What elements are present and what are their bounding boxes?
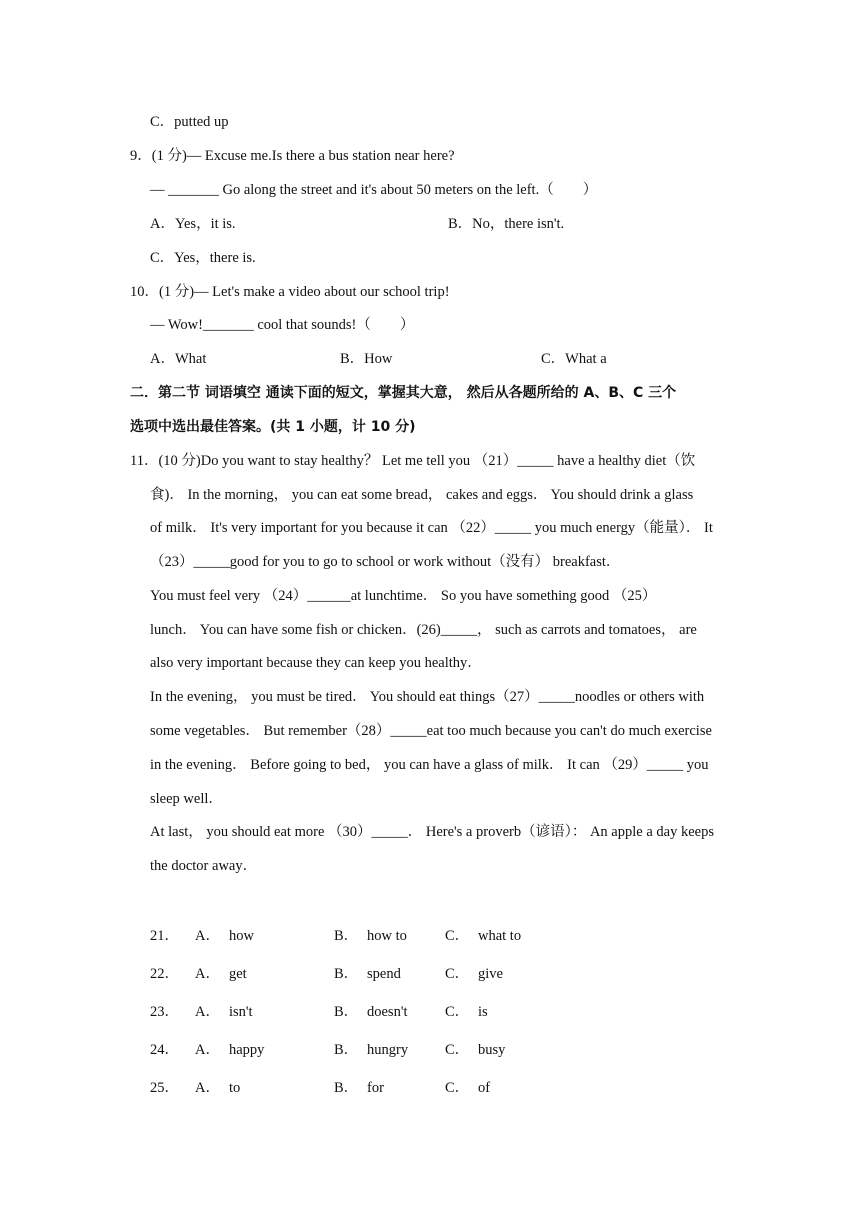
- option-b-text: spend: [367, 966, 401, 982]
- question-10-option-b: B．How: [340, 351, 393, 367]
- option-b-label: B．: [334, 1004, 359, 1020]
- option-number: 24．: [150, 1042, 179, 1058]
- option-c-label: C．: [445, 966, 470, 982]
- passage-line: in the evening． Before going to bed， you can have a glass of milk． It can （29）_____ you: [150, 757, 709, 773]
- option-c-text: give: [478, 966, 503, 982]
- option-b-label: B．: [334, 966, 359, 982]
- option-b-label: B．: [334, 928, 359, 944]
- question-10-stem: 10．(1 分)— Let's make a video about our school trip!: [130, 284, 450, 300]
- option-a-text: happy: [229, 1042, 265, 1058]
- option-b-label: B．: [334, 1080, 359, 1096]
- option-a-label: A．: [195, 928, 220, 944]
- option-a-text: to: [229, 1080, 241, 1096]
- option-number: 25．: [150, 1080, 179, 1096]
- question-10-option-c: C．What a: [541, 351, 607, 367]
- option-b-text: how to: [367, 928, 407, 944]
- option-number: 23．: [150, 1004, 179, 1020]
- section-heading-line-2: 选项中选出最佳答案。(共 1 小题，计 10 分): [130, 419, 416, 435]
- passage-line: （23）_____good for you to go to school or work without（没有） breakfast．: [150, 554, 621, 570]
- passage-line: In the evening， you must be tired． You should eat things（27）_____noodles or others with: [150, 689, 705, 705]
- option-c-text: busy: [478, 1042, 506, 1058]
- question-10-option-a: A．What: [150, 351, 207, 367]
- option-c-label: C．: [445, 1004, 470, 1020]
- question-9-option-c: C．Yes，there is.: [150, 250, 256, 266]
- option-c-text: what to: [478, 928, 522, 944]
- option-c-label: C．: [445, 1080, 470, 1096]
- passage-line: the doctor away．: [150, 858, 258, 874]
- option-number: 22．: [150, 966, 179, 982]
- option-c-text: is: [478, 1004, 488, 1020]
- question-9-stem: 9．(1 分)— Excuse me.Is there a bus station near here?: [130, 148, 455, 164]
- option-a-label: A．: [195, 1080, 220, 1096]
- passage-line: sleep well．: [150, 791, 223, 807]
- option-b-text: hungry: [367, 1042, 409, 1058]
- option-b-text: for: [367, 1080, 384, 1096]
- option-a-label: A．: [195, 1042, 220, 1058]
- passage-line: You must feel very （24）______at lunchtime． So you have something good （25）: [150, 588, 657, 604]
- option-a-text: isn't: [229, 1004, 253, 1020]
- question-9-option-b: B．No，there isn't.: [448, 216, 565, 232]
- option-a-text: how: [229, 928, 254, 944]
- question-9-reply: — _______ Go along the street and it's about 50 meters on the left.（ ）: [150, 182, 598, 198]
- passage-line: some vegetables． But remember（28）_____eat too much because you can't do much exercise: [150, 723, 712, 739]
- passage-line: also very important because they can keep you healthy．: [150, 655, 482, 671]
- option-c-label: C．: [445, 928, 470, 944]
- passage-line: At last， you should eat more （30）_____． Here's a proverb（谚语）： An apple a day keeps: [150, 824, 714, 840]
- passage-line: lunch． You can have some fish or chicken．(26)_____， such as carrots and tomatoes， are: [150, 622, 697, 638]
- passage-line: 食)． In the morning， you can eat some bread， cakes and eggs． You should drink a glass: [150, 487, 694, 503]
- question-8-option-c: C．putted up: [150, 114, 229, 130]
- passage-line: of milk． It's very important for you because it can （22）_____ you much energy（能量）． It: [150, 520, 713, 536]
- option-a-label: A．: [195, 966, 220, 982]
- section-heading-line-1: 二．第二节 词语填空 通读下面的短文，掌握其大意， 然后从各题所给的 A、B、C 三个: [130, 385, 677, 401]
- question-9-option-a: A．Yes，it is.: [150, 216, 236, 232]
- option-a-text: get: [229, 966, 247, 982]
- option-c-label: C．: [445, 1042, 470, 1058]
- option-c-text: of: [478, 1080, 491, 1096]
- option-b-label: B．: [334, 1042, 359, 1058]
- option-b-text: doesn't: [367, 1004, 408, 1020]
- option-a-label: A．: [195, 1004, 220, 1020]
- question-10-reply: — Wow!_______ cool that sounds!（ ）: [150, 317, 415, 333]
- option-number: 21．: [150, 928, 179, 944]
- passage-line: 11．(10 分)Do you want to stay healthy？ Let me tell you （21）_____ have a healthy diet（饮: [130, 453, 696, 469]
